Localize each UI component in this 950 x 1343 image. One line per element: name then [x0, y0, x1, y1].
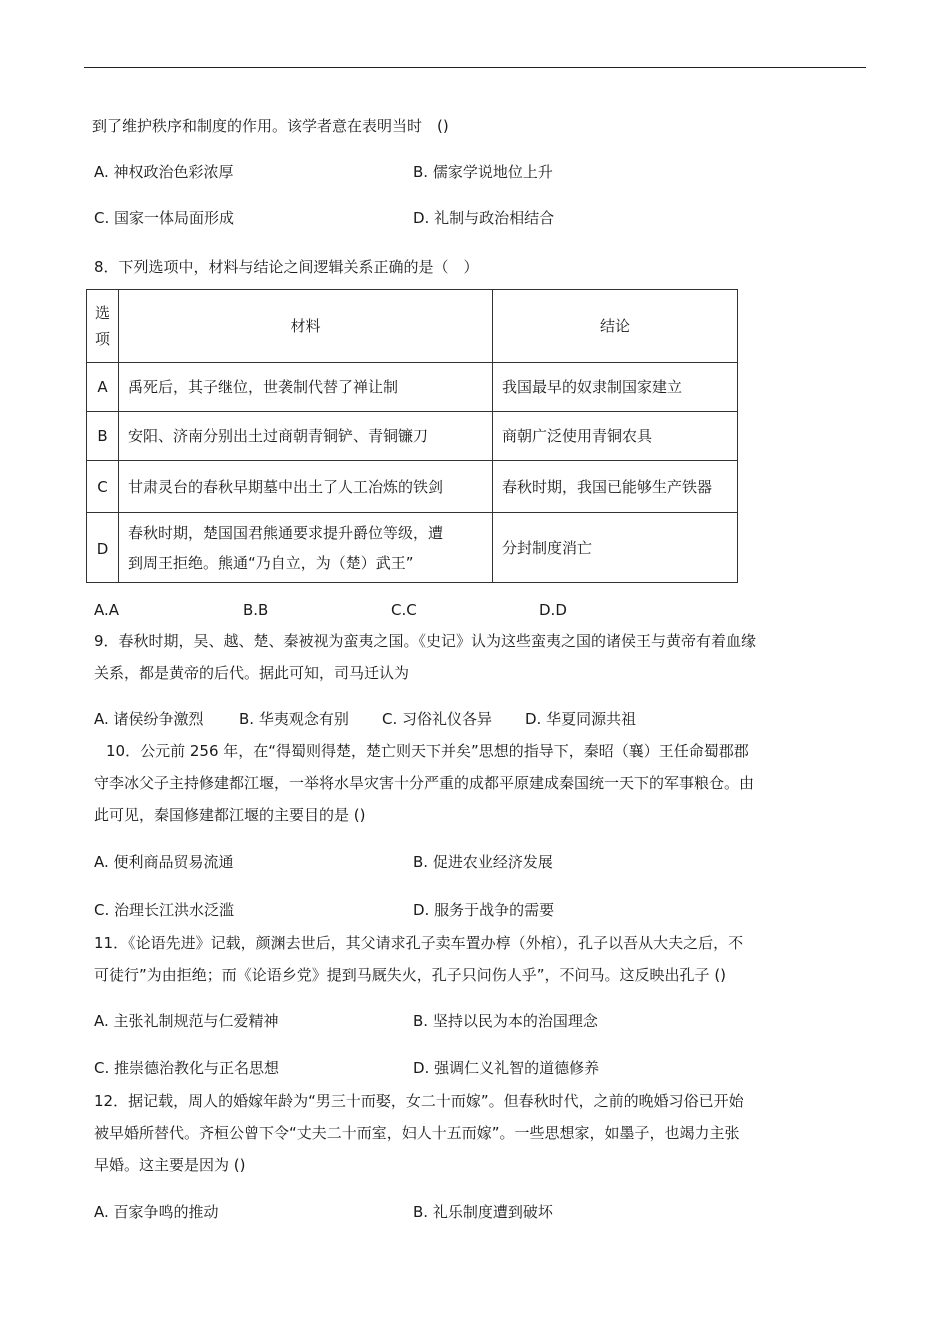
q7-option-c: C. 国家一体局面形成 — [94, 209, 235, 227]
header-conclusion: 结论 — [493, 290, 738, 363]
row-option: D — [87, 513, 119, 583]
q10-stem-line2: 守李冰父子主持修建都江堰，一举将水旱灾害十分严重的成都平原建成秦国统一天下的军事粮仓。由 — [94, 774, 755, 792]
row-conclusion: 春秋时期，我国已能够生产铁器 — [493, 461, 738, 513]
q8-option-c: C.C — [391, 601, 417, 619]
q12-option-b: B. 礼乐制度遭到破坏 — [413, 1203, 553, 1221]
q9-stem-line2: 关系，都是黄帝的后代。据此可知，司马迁认为 — [94, 664, 410, 682]
row-option: B — [87, 412, 119, 461]
q11-option-d: D. 强调仁义礼智的道德修养 — [413, 1059, 600, 1077]
q9-option-b: B. 华夷观念有别 — [239, 710, 349, 728]
q7-option-d: D. 礼制与政治相结合 — [413, 209, 555, 227]
q9-stem-line1: 9．春秋时期，吴、越、楚、秦被视为蛮夷之国。《史记》认为这些蛮夷之国的诸侯王与黄帝有着血缘 — [94, 632, 757, 650]
q12-stem-line1: 12．据记载，周人的婚嫁年龄为“男三十而娶，女二十而嫁”。但春秋时代，之前的晚婚习俗已开始 — [94, 1092, 744, 1110]
row-conclusion: 分封制度消亡 — [493, 513, 738, 583]
q7-option-b: B. 儒家学说地位上升 — [413, 163, 553, 181]
q11-option-c: C. 推崇德治教化与正名思想 — [94, 1059, 280, 1077]
table-row — [87, 461, 738, 513]
row-material: 安阳、济南分别出土过商朝青铜铲、青铜镰刀 — [119, 412, 493, 461]
q7-stem-tail: 到了维护秩序和制度的作用。该学者意在表明当时 () — [92, 117, 449, 135]
row-material: 春秋时期，楚国国君熊通要求提升爵位等级，遭 到周王拒绝。熊通“乃自立，为（楚）武王” — [119, 513, 493, 583]
q11-option-b: B. 坚持以民为本的治国理念 — [413, 1012, 598, 1030]
q10-option-b: B. 促进农业经济发展 — [413, 853, 553, 871]
table-header-row — [87, 290, 738, 363]
q12-stem-line2: 被早婚所替代。齐桓公曾下令“丈夫二十而室，妇人十五而嫁”。一些思想家，如墨子，也竭力主张 — [94, 1124, 740, 1142]
q12-option-a: A. 百家争鸣的推动 — [94, 1203, 219, 1221]
q9-option-c: C. 习俗礼仪各异 — [382, 710, 493, 728]
q8-option-a: A.A — [94, 601, 120, 619]
q10-stem-line1: 10．公元前 256 年，在“得蜀则得楚，楚亡则天下并矣”思想的指导下，秦昭（襄）王任命蜀郡郡 — [106, 742, 749, 760]
q8-option-d: D.D — [539, 601, 567, 619]
q11-stem-line1: 11．《论语先进》记载，颜渊去世后，其父请求孔子卖车置办椁（外棺），孔子以吾从大夫之后，不 — [94, 934, 744, 952]
q10-option-a: A. 便利商品贸易流通 — [94, 853, 234, 871]
q10-option-d: D. 服务于战争的需要 — [413, 901, 555, 919]
row-conclusion: 我国最早的奴隶制国家建立 — [493, 363, 738, 412]
q8-stem: 8．下列选项中，材料与结论之间逻辑关系正确的是（ ） — [94, 258, 479, 276]
row-material: 甘肃灵台的春秋早期墓中出土了人工冶炼的铁剑 — [119, 461, 493, 513]
row-option: A — [87, 363, 119, 412]
table-row — [87, 363, 738, 412]
q9-option-d: D. 华夏同源共祖 — [525, 710, 637, 728]
header-option: 选 项 — [87, 290, 119, 363]
row-material: 禹死后，其子继位，世袭制代替了禅让制 — [119, 363, 493, 412]
row-option: C — [87, 461, 119, 513]
q11-option-a: A. 主张礼制规范与仁爱精神 — [94, 1012, 279, 1030]
header-material: 材料 — [119, 290, 493, 363]
row-conclusion: 商朝广泛使用青铜农具 — [493, 412, 738, 461]
q8-option-b: B.B — [243, 601, 269, 619]
header-rule — [84, 67, 866, 68]
q10-option-c: C. 治理长江洪水泛滥 — [94, 901, 235, 919]
q9-option-a: A. 诸侯纷争激烈 — [94, 710, 204, 728]
q12-stem-line3: 早婚。这主要是因为 () — [94, 1156, 246, 1174]
q8-table — [86, 289, 738, 583]
table-row — [87, 412, 738, 461]
q7-option-a: A. 神权政治色彩浓厚 — [94, 163, 234, 181]
q10-stem-line3: 此可见，秦国修建都江堰的主要目的是 () — [94, 806, 366, 824]
q11-stem-line2: 可徒行”为由拒绝；而《论语乡党》提到马厩失火，孔子只问伤人乎”，不问马。这反映出孔子 () — [94, 966, 727, 984]
table-row — [87, 513, 738, 583]
